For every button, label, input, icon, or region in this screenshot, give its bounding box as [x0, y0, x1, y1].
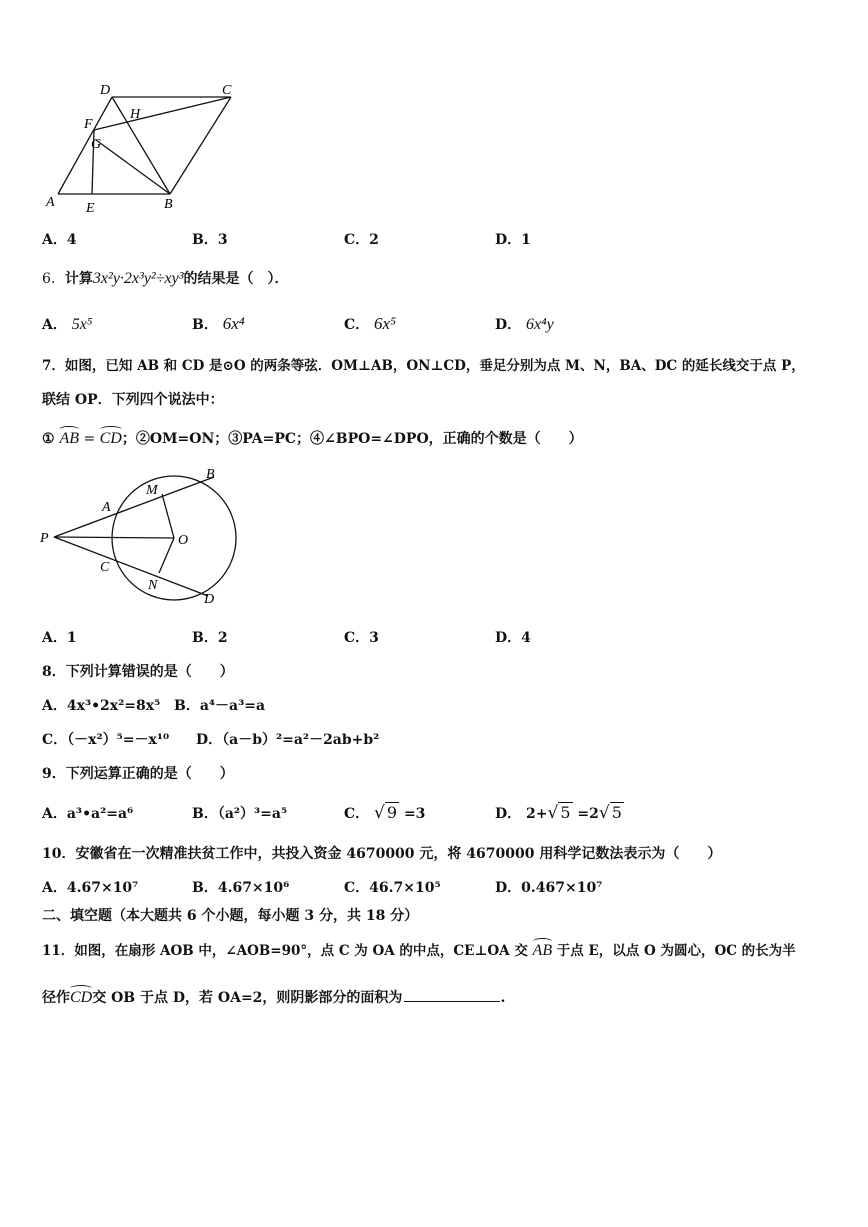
fig1-label-d: D: [100, 83, 111, 98]
q10-option-d: D．0.467×10⁷: [495, 880, 603, 896]
fig1-label-b: B: [164, 197, 173, 212]
fig2-label-m: M: [146, 483, 158, 498]
q10-option-b: B．4.67×10⁶: [192, 880, 290, 896]
q10-option-c: C．46.7×10⁵: [344, 880, 441, 896]
fig1-label-c: C: [222, 83, 232, 98]
fig2-label-a: A: [102, 500, 111, 515]
fig1-label-a: A: [46, 195, 55, 210]
parallelogram-figure: [40, 78, 250, 218]
q7-option-a: A．1: [42, 630, 77, 646]
fig2-label-o: O: [178, 533, 189, 548]
q8-stem: 8．下列计算错误的是（ ）: [42, 664, 234, 680]
q7-equals: =: [83, 431, 96, 447]
q10-stem: 10．安徽省在一次精准扶贫工作中，共投入资金 4670000 元，将 4670000 用科学记数法表示为（ ）: [42, 846, 722, 862]
fig2-label-c: C: [100, 560, 110, 575]
q9-option-c: C． √ 9 =3: [344, 803, 426, 823]
q6-option-a: A． 5x⁵: [42, 316, 93, 333]
q6-option-b: B． 6x⁴: [192, 314, 245, 333]
section-2-heading: 二、填空题（本大题共 6 个小题，每小题 3 分，共 18 分）: [42, 908, 419, 924]
q7-arc-ab: AB: [59, 430, 79, 447]
q7-option-d: D．4: [495, 630, 531, 646]
q6-number: 6．: [42, 271, 65, 287]
question-6: [42, 268, 289, 288]
q7-option-c: C．3: [344, 630, 379, 646]
q11-part4: 交 OB 于点 D，若 OA=2，则阴影部分的面积为: [92, 990, 403, 1006]
q11-part2: 于点 E，以点 O 为圆心，OC 的长为半: [556, 943, 796, 959]
q11-end: .: [500, 990, 506, 1006]
fig1-label-g: G: [91, 137, 102, 152]
q5-option-d: D．1: [495, 232, 531, 248]
circle-figure: [36, 460, 256, 610]
q7-arc-cd: CD: [99, 430, 122, 447]
q11-arc-cd: CD: [70, 989, 93, 1006]
q6-option-c: C． 6x⁵: [344, 314, 396, 333]
q7-statement-1-number: ①: [42, 431, 55, 447]
q6-suffix: 的结果是（ ）．: [183, 271, 289, 287]
q7-stem-line1: 7．如图，已知 AB 和 CD 是⊙O 的两条等弦．OM⊥AB，ON⊥CD，垂足分别为点 M、N，BA、DC 的延长线交于点 P，: [42, 358, 805, 374]
q8-option-d: D．（a－b）²=a²－2ab+b²: [196, 732, 380, 748]
q6-prefix: 计算: [64, 271, 93, 287]
q8-option-b: B．a⁴－a³=a: [174, 698, 266, 714]
q5-option-b: B．3: [192, 232, 228, 248]
q7-statements: [42, 428, 583, 448]
fig1-label-h: H: [130, 107, 141, 122]
q7-stem-line2: 联结 OP．下列四个说法中：: [42, 392, 224, 408]
q9-stem: 9．下列运算正确的是（ ）: [42, 766, 234, 782]
q8-option-a: A．4x³•2x²=8x⁵: [42, 698, 161, 714]
fig1-label-e: E: [86, 201, 95, 216]
q6-option-d: D． 6x⁴y: [495, 316, 554, 333]
fig2-label-p: P: [40, 531, 49, 546]
fig2-label-d: D: [204, 592, 215, 607]
q11-arc-ab: AB: [532, 942, 553, 959]
q9-option-b: B．（a²）³=a⁵: [192, 806, 288, 822]
q9-option-d: D． 2+√ 5 =2√ 5: [495, 803, 622, 823]
fig2-label-b: B: [206, 467, 215, 482]
q7-statements-rest: ；②OM=ON；③PA=PC；④∠BPO=∠DPO，正确的个数是（ ）: [121, 431, 583, 447]
q11-line1: [42, 939, 796, 960]
q10-option-a: A．4.67×10⁷: [42, 880, 139, 896]
q11-line2: [42, 987, 505, 1007]
q8-option-c: C．（－x²）⁵=－x¹⁰: [42, 732, 170, 748]
q11-answer-blank[interactable]: [404, 989, 500, 1002]
fig2-label-n: N: [148, 578, 158, 593]
fig1-label-f: F: [84, 117, 93, 132]
q5-option-c: C．2: [344, 232, 379, 248]
q11-part3: 径作: [42, 990, 70, 1006]
q11-part1: 11．如图，在扇形 AOB 中，∠AOB=90°，点 C 为 OA 的中点，CE⊥OA 交: [42, 943, 528, 959]
q5-option-a: A．4: [42, 232, 77, 248]
q9-option-a: A．a³•a²=a⁶: [42, 806, 134, 822]
q7-option-b: B．2: [192, 630, 228, 646]
q6-expression: 3x²y·2x³y²÷xy³: [92, 270, 184, 287]
